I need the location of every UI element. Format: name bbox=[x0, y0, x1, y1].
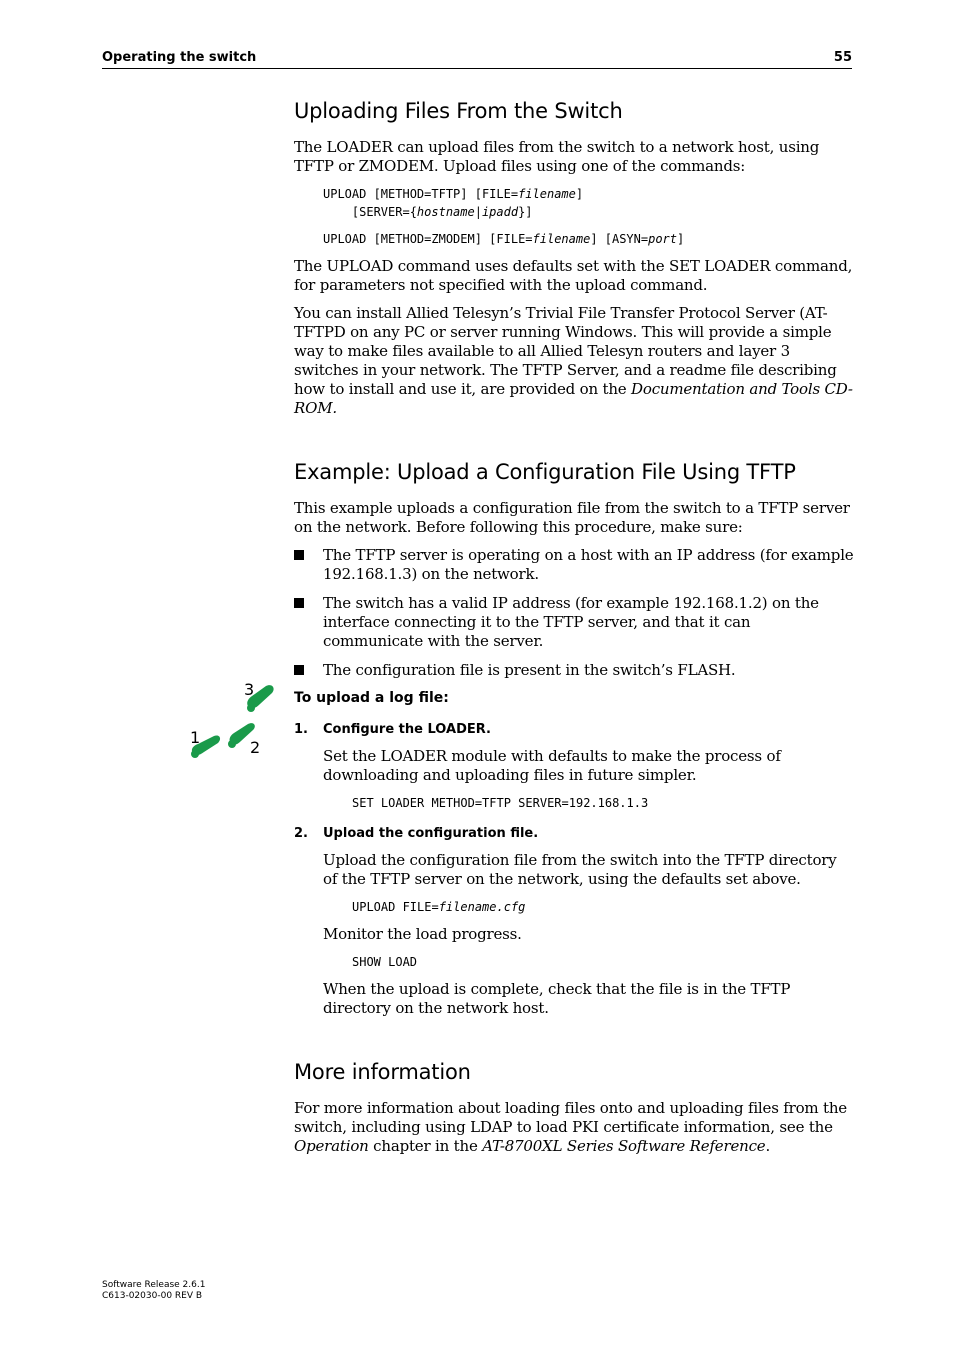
section-title-uploading: Uploading Files From the Switch bbox=[294, 99, 623, 123]
prerequisite-list bbox=[294, 546, 854, 680]
header-chapter-title: Operating the switch bbox=[102, 50, 257, 65]
step-2-text: Upload the configuration file from the switch into the TFTP directory of the TFTP server on the network, using the defaults set above. bbox=[323, 851, 837, 888]
square-bullet-icon bbox=[294, 598, 304, 608]
footer-doc-number: C613-02030-00 REV B bbox=[102, 1291, 203, 1301]
running-header bbox=[102, 48, 852, 69]
list-item: The TFTP server is operating on a host with an IP address (for example 192.168.1.3) on the network. bbox=[294, 546, 854, 584]
command-upload-file: UPLOAD FILE=filename.cfg bbox=[352, 900, 526, 914]
command-upload-zmodem: UPLOAD [METHOD=ZMODEM] [FILE=filename] [ASYN=port] bbox=[323, 232, 685, 246]
footer-release: Software Release 2.6.1 bbox=[102, 1280, 206, 1290]
section-title-example: Example: Upload a Configuration File Using TFTP bbox=[294, 460, 796, 484]
page-footer bbox=[102, 1280, 205, 1302]
list-item: The switch has a valid IP address (for example 192.168.1.2) on the interface connecting it to the TFTP server, and that it can communicate with the server. bbox=[294, 594, 854, 651]
section1-para2: The UPLOAD command uses defaults set with the SET LOADER command, for parameters not specified with the upload command. bbox=[294, 257, 853, 294]
main-content bbox=[294, 96, 854, 1165]
section-title-more-info: More information bbox=[294, 1060, 471, 1084]
footstep-label-1: 1 bbox=[190, 728, 201, 747]
section3-text: For more information about loading files onto and uploading files from the switch, including using LDAP to load PKI certificate information, see the Operation chapter in the AT-8700XL Series Software Reference. bbox=[294, 1099, 847, 1155]
step-1-text: Set the LOADER module with defaults to make the process of downloading and uploading files in future simpler. bbox=[323, 747, 781, 784]
list-item: The configuration file is present in the switch’s FLASH. bbox=[294, 661, 854, 680]
section2-intro: This example uploads a configuration file from the switch to a TFTP server on the network. Before following this procedure, make sure: bbox=[294, 499, 850, 536]
procedure-title: To upload a log file: bbox=[294, 690, 449, 706]
square-bullet-icon bbox=[294, 550, 304, 560]
step-1-heading: 1. Configure the LOADER. bbox=[294, 722, 491, 737]
command-set-loader: SET LOADER METHOD=TFTP SERVER=192.168.1.3 bbox=[352, 796, 649, 810]
command-upload-tftp: UPLOAD [METHOD=TFTP] [FILE=filename] [SERVER={hostname|ipadd}] bbox=[323, 187, 584, 219]
footstep-label-3: 3 bbox=[244, 680, 255, 699]
page-number: 55 bbox=[833, 50, 852, 65]
section1-para3: You can install Allied Telesyn’s Trivial File Transfer Protocol Server (AT-TFTPD on any PC or server running Windows. This will provide a simple way to make files available to all Allied Telesyn routers and layer 3 switches in your network. The TFTP Server, and a readme file describing how to install and use it, are provided on the Documentation and Tools CD-ROM. bbox=[294, 304, 853, 417]
footstep-label-2: 2 bbox=[250, 738, 261, 757]
command-show-load: SHOW LOAD bbox=[352, 955, 418, 969]
step-2-complete: When the upload is complete, check that the file is in the TFTP directory on the network host. bbox=[323, 980, 791, 1017]
step-2-heading: 2. Upload the configuration file. bbox=[294, 826, 539, 841]
footsteps-icon bbox=[188, 678, 278, 760]
step-2-monitor: Monitor the load progress. bbox=[323, 925, 522, 943]
section1-intro: The LOADER can upload files from the switch to a network host, using TFTP or ZMODEM. Upload files using one of the commands: bbox=[294, 138, 820, 175]
cdrom-title: Documentation and Tools CD-ROM. bbox=[294, 380, 853, 417]
square-bullet-icon bbox=[294, 665, 304, 675]
